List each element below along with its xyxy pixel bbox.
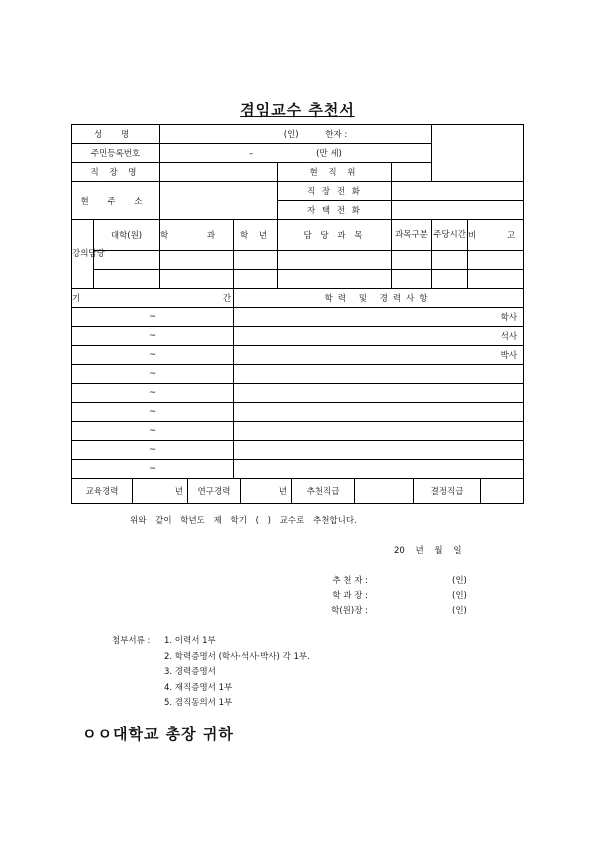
- attachments-list: [164, 634, 310, 712]
- lecture-cell[interactable]: [94, 270, 160, 289]
- attachment-item: 4. 재직증명서 1부: [164, 682, 233, 693]
- history-period-cell[interactable]: ~: [72, 365, 234, 384]
- history-period-cell[interactable]: ~: [72, 308, 234, 327]
- home-phone-field[interactable]: [392, 201, 524, 220]
- attachment-item: 5. 겸직동의서 1부: [164, 698, 233, 708]
- name-seal: (인): [283, 130, 299, 140]
- position-field[interactable]: [392, 163, 432, 182]
- workplace-field[interactable]: [160, 163, 278, 182]
- lecture-cell[interactable]: [234, 251, 278, 270]
- work-phone-field[interactable]: [392, 182, 524, 201]
- rrn-label: 주민등록번호: [72, 144, 160, 163]
- history-period-cell[interactable]: ~: [72, 422, 234, 441]
- lecture-cell[interactable]: [234, 270, 278, 289]
- history-period-cell[interactable]: ~: [72, 403, 234, 422]
- lecture-cell[interactable]: [392, 251, 432, 270]
- name-label: 성 명: [72, 125, 160, 144]
- lecture-header-hours: 주당시간: [432, 220, 468, 251]
- decided-rank-label: 결정직급: [414, 479, 481, 503]
- attachments-label: 첨부서류 :: [112, 636, 151, 646]
- dept-head-seal[interactable]: (인): [452, 591, 467, 601]
- dean-seal[interactable]: (인): [452, 606, 467, 616]
- rrn-dash: –: [249, 149, 254, 159]
- photo-box: [432, 125, 524, 182]
- attachment-item: 3. 경력증명서: [164, 667, 216, 677]
- history-period-cell[interactable]: ~: [72, 327, 234, 346]
- history-career-cell[interactable]: [234, 441, 524, 460]
- hanja-label: 한자 :: [325, 130, 348, 140]
- research-career-label: 연구경력: [188, 479, 241, 503]
- lecture-cell[interactable]: [432, 270, 468, 289]
- history-career-cell[interactable]: [234, 384, 524, 403]
- lecture-header-dept: 학 과: [160, 220, 234, 251]
- addressee-footer: ㅇㅇ대학교 총장 귀하: [82, 725, 234, 743]
- history-career-cell[interactable]: [234, 365, 524, 384]
- lecture-cell[interactable]: [160, 270, 234, 289]
- lecture-side-label: 강의담당: [72, 220, 94, 289]
- history-career-cell[interactable]: [234, 403, 524, 422]
- history-career-cell[interactable]: 학사: [234, 308, 524, 327]
- name-field[interactable]: [160, 125, 432, 144]
- recommender-seal[interactable]: (인): [452, 576, 467, 586]
- recommendation-form-table: [71, 124, 530, 504]
- home-phone-label: 자 택 전 화: [278, 201, 392, 220]
- history-career-header: 학력 및 경력사항: [234, 289, 524, 308]
- edu-career-label: 교육경력: [72, 479, 133, 503]
- lecture-header-type: 과목구분: [392, 220, 432, 251]
- dept-head-label: 학 과 장 :: [332, 591, 368, 601]
- attachment-item: 2. 학력증명서 (학사·석사·박사) 각 1부.: [164, 651, 310, 662]
- recommended-rank-label: 추천직급: [292, 479, 355, 503]
- rrn-field[interactable]: [160, 144, 432, 163]
- history-career-cell[interactable]: [234, 460, 524, 479]
- lecture-cell[interactable]: [432, 251, 468, 270]
- summary-row: [72, 479, 524, 504]
- history-period-cell[interactable]: ~: [72, 460, 234, 479]
- lecture-cell[interactable]: [278, 270, 392, 289]
- address-label: 현 주 소: [72, 182, 160, 220]
- edu-career-years[interactable]: 년: [133, 479, 188, 503]
- lecture-header-year: 학 년: [234, 220, 278, 251]
- date-line: 20 년 월 일: [394, 546, 462, 556]
- workplace-label: 직 장 명: [72, 163, 160, 182]
- work-phone-label: 직 장 전 화: [278, 182, 392, 201]
- history-career-cell[interactable]: 박사: [234, 346, 524, 365]
- lecture-cell[interactable]: [468, 270, 524, 289]
- address-field[interactable]: [160, 182, 278, 220]
- history-career-cell[interactable]: 석사: [234, 327, 524, 346]
- research-career-years[interactable]: 년: [241, 479, 292, 503]
- decided-rank-field[interactable]: [481, 479, 523, 503]
- history-period-cell[interactable]: ~: [72, 441, 234, 460]
- document-title: 겸임교수 추천서: [240, 101, 355, 119]
- lecture-header-univ: 대학(원): [94, 220, 160, 251]
- history-period-cell[interactable]: ~: [72, 384, 234, 403]
- lecture-cell[interactable]: [468, 251, 524, 270]
- recommended-rank-field[interactable]: [355, 479, 414, 503]
- dean-label: 학(원)장 :: [331, 606, 368, 616]
- history-career-cell[interactable]: [234, 422, 524, 441]
- history-period-cell[interactable]: ~: [72, 346, 234, 365]
- lecture-cell[interactable]: [160, 251, 234, 270]
- lecture-cell[interactable]: [392, 270, 432, 289]
- position-label: 현 직 위: [278, 163, 392, 182]
- recommendation-statement: 위와 같이 학년도 제 학기 ( ) 교수로 추천합니다.: [130, 516, 357, 526]
- lecture-cell[interactable]: [278, 251, 392, 270]
- lecture-header-subject: 담 당 과 목: [278, 220, 392, 251]
- lecture-header-remarks: 비 고: [468, 220, 524, 251]
- attachment-item: 1. 이력서 1부: [164, 636, 216, 646]
- recommender-label: 추 천 자 :: [332, 576, 368, 586]
- age-field: (만 세): [316, 149, 342, 159]
- history-period-header: 기 간: [72, 289, 234, 308]
